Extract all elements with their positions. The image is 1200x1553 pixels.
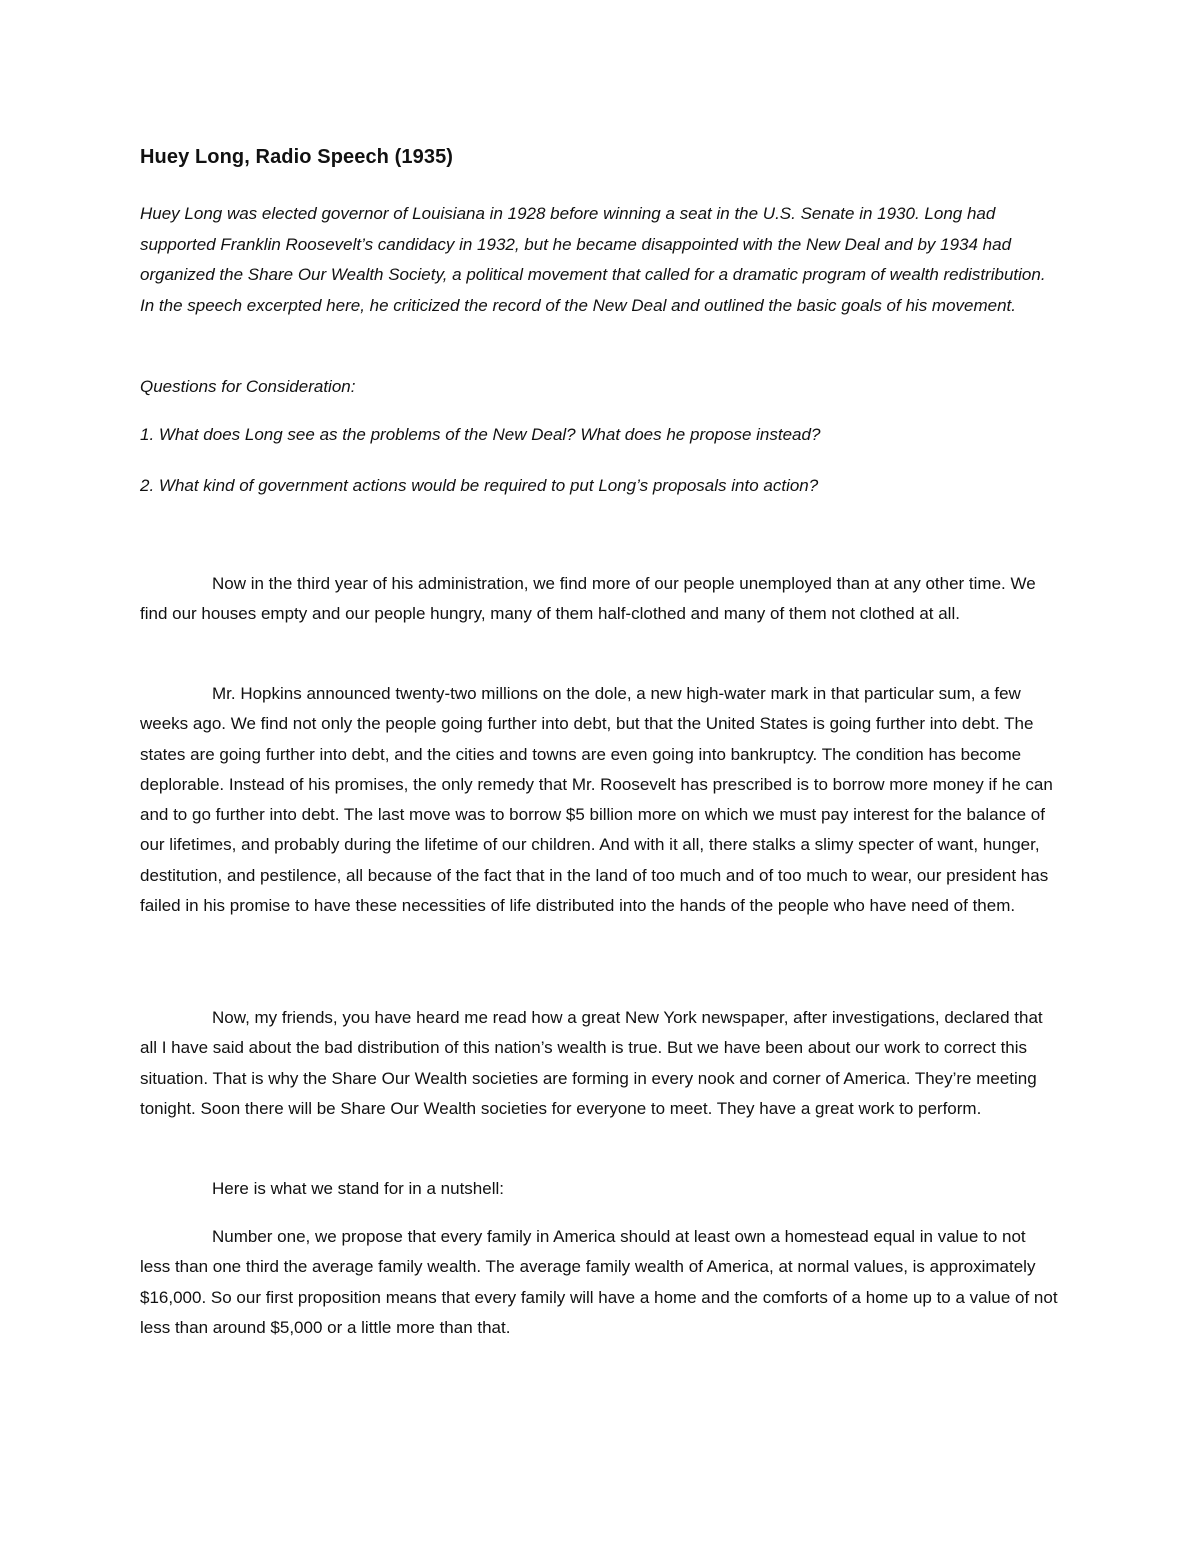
speech-paragraph-2: Mr. Hopkins announced twenty-two millions on the dole, a new high-water mark in that particular sum, a few weeks ago. We find not only the people going further into debt, but that the United States is going further into debt. The states are going further into debt, and the cities and towns are even going into bankruptcy. The condition has become deplorable. Instead of his promises, the only remedy that Mr. Roosevelt has prescribed is to borrow more money if he can and to go further into debt. The last move was to borrow $5 billion more on which we must pay interest for the balance of our lifetimes, and probably during the lifetime of our children. And with it all, there stalks a slimy specter of want, hunger, destitution, and pestilence, all because of the fact that in the land of too much and of too much to wear, our president has failed in his promise to have these necessities of life distributed into the hands of the people who have need of them. [140, 684, 1053, 916]
speech-paragraph-4: Here is what we stand for in a nutshell: [212, 1179, 504, 1198]
intro-paragraph: Huey Long was elected governor of Louisiana in 1928 before winning a seat in the U.S. Senate in 1930. Long had supported Franklin Roosevelt’s candidacy in 1932, but he became disappointed with the New Deal and by 1934 had organized the Share Our Wealth Society, a political movement that called for a dramatic program of wealth redistribution. In the speech excerpted here, he criticized the record of the New Deal and outlined the basic goals of his movement. [140, 204, 1046, 315]
question-2: 2. What kind of government actions would be required to put Long’s proposals into action? [140, 476, 819, 495]
speech-paragraph-5: Number one, we propose that every family in America should at least own a homestead equal in value to not less than one third the average family wealth. The average family wealth of America, at normal values, is approximately $16,000. So our first proposition means that every family will have a home and the comforts of a home up to a value of not less than around $5,000 or a little more than that. [140, 1227, 1058, 1337]
document-title: Huey Long, Radio Speech (1935) [140, 146, 454, 168]
speech-paragraph-3: Now, my friends, you have heard me read how a great New York newspaper, after investigations, declared that all I have said about the bad distribution of this nation’s wealth is true. But we have been about our work to correct this situation. That is why the Share Our Wealth societies are forming in every nook and corner of America. They’re meeting tonight. Soon there will be Share Our Wealth societies for everyone to meet. They have a great work to perform. [140, 1008, 1043, 1118]
question-1: 1. What does Long see as the problems of the New Deal? What does he propose instead? [140, 425, 821, 444]
speech-paragraph-1: Now in the third year of his administration, we find more of our people unemployed than at any other time. We find our houses empty and our people hungry, many of them half-clothed and many of them not clothed at all. [140, 574, 1036, 624]
questions-heading: Questions for Consideration: [140, 377, 356, 396]
